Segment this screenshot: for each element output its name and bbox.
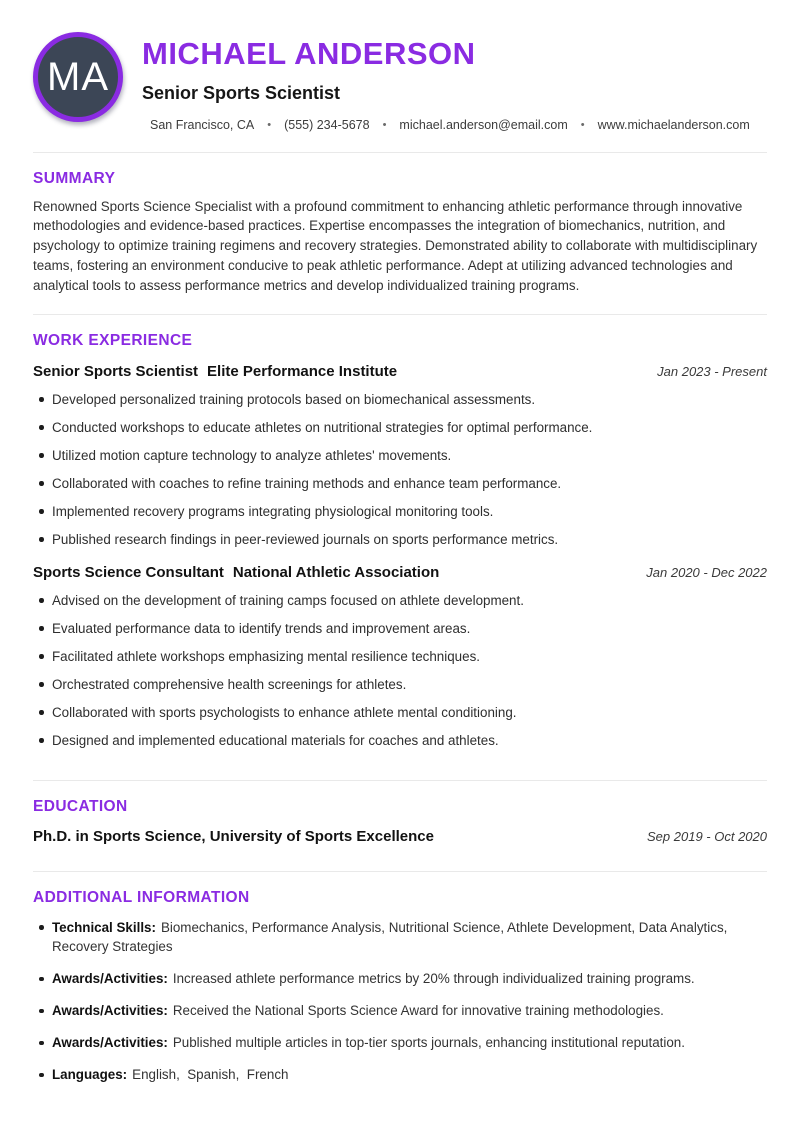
job-bullet: Collaborated with sports psychologists to enhance athlete mental conditioning. [33,703,767,722]
work-experience-heading: WORK EXPERIENCE [33,331,193,349]
additional-info-item [33,969,767,989]
divider [33,152,767,153]
job-company: National Athletic Association [232,563,440,581]
divider [33,314,767,315]
job-entry [33,564,767,750]
job-bullet: Evaluated performance data to identify trends and improvement areas. [33,619,767,638]
job-bullet: Collaborated with coaches to refine training methods and enhance team performance. [33,474,767,493]
contact-phone: (555) 234-5678 [284,117,370,132]
job-bullet-list [33,591,767,750]
section-education [33,798,767,845]
section-additional-information [33,889,767,1085]
job-bullet: Orchestrated comprehensive health screenings for athletes. [33,675,767,694]
info-text: Received the National Sports Science Award for innovative training methodologies. [172,1003,664,1019]
job-bullet: Conducted workshops to educate athletes on nutritional strategies for optimal performance. [33,418,767,437]
bullet-separator-icon: • [267,118,272,131]
additional-info-item [33,918,767,957]
additional-info-list [33,918,767,1085]
person-name: MICHAEL ANDERSON [142,36,476,71]
job-bullet: Designed and implemented educational materials for coaches and athletes. [33,731,767,750]
summary-text: Renowned Sports Science Specialist with a profound commitment to enhancing athletic performance through innovative methodologies and evidence-based practices. Expertise encompasses the integration of biomechanics, nutrition, and psychology to optimize training regimens and recovery strategies. Demonstrated ability to collaborate with multidisciplinary teams, fostering an environment conducive to peak athletic performance. Adept at utilizing advanced technologies and analytical tools to assess performance metrics and develop individualized training programs. [33,198,758,293]
info-text: English, Spanish, French [132,1067,289,1083]
person-title: Senior Sports Scientist [142,82,341,103]
job-role: Sports Science Consultant [33,563,224,581]
job-bullet: Published research findings in peer-reviewed journals on sports performance metrics. [33,530,767,549]
job-header [33,564,767,581]
job-header [33,363,767,380]
job-company: Elite Performance Institute [207,362,398,380]
contact-website: www.michaelanderson.com [597,117,750,132]
job-bullet: Facilitated athlete workshops emphasizing mental resilience techniques. [33,647,767,666]
bullet-separator-icon: • [382,118,387,131]
info-label: Awards/Activities: [52,1003,168,1019]
summary-heading: SUMMARY [33,169,116,187]
job-dates: Jan 2023 - Present [657,363,767,379]
contact-location: San Francisco, CA [150,117,255,132]
info-label: Awards/Activities: [52,1035,168,1051]
info-text: Increased athlete performance metrics by 20% through individualized training programs. [172,971,695,987]
additional-info-item [33,1001,767,1021]
divider [33,871,767,872]
info-label: Technical Skills: [52,919,156,935]
job-bullet: Advised on the development of training camps focused on athlete development. [33,591,767,610]
job-role: Senior Sports Scientist [33,362,199,380]
avatar [33,32,123,122]
job-bullet-list [33,390,767,549]
section-summary [33,170,767,296]
job-title [33,564,439,581]
info-label: Languages: [52,1067,128,1083]
education-heading: EDUCATION [33,797,128,815]
avatar-initials: MA [47,54,109,99]
contact-email: michael.anderson@email.com [399,117,568,132]
additional-info-item [33,1065,767,1085]
job-bullet: Utilized motion capture technology to analyze athletes' movements. [33,446,767,465]
education-entry [33,828,767,845]
divider [33,780,767,781]
job-title [33,363,397,380]
additional-information-heading: ADDITIONAL INFORMATION [33,888,250,906]
degree-title: Ph.D. in Sports Science, University of Sports Excellence [33,827,434,845]
info-text: Published multiple articles in top-tier sports journals, enhancing institutional reputation. [172,1035,685,1051]
bullet-separator-icon: • [580,118,585,131]
header-text [123,32,767,132]
info-label: Awards/Activities: [52,971,168,987]
info-text: Biomechanics, Performance Analysis, Nutritional Science, Athlete Development, Data Analytics, Recovery Strategies [52,919,732,955]
job-bullet: Developed personalized training protocols based on biomechanical assessments. [33,390,767,409]
job-dates: Jan 2020 - Dec 2022 [646,564,767,580]
section-work-experience [33,332,767,750]
job-bullet: Implemented recovery programs integrating physiological monitoring tools. [33,502,767,521]
additional-info-item [33,1033,767,1053]
education-dates: Sep 2019 - Oct 2020 [647,828,767,844]
contact-line [142,118,767,132]
resume-header [33,32,767,132]
job-entry [33,363,767,549]
